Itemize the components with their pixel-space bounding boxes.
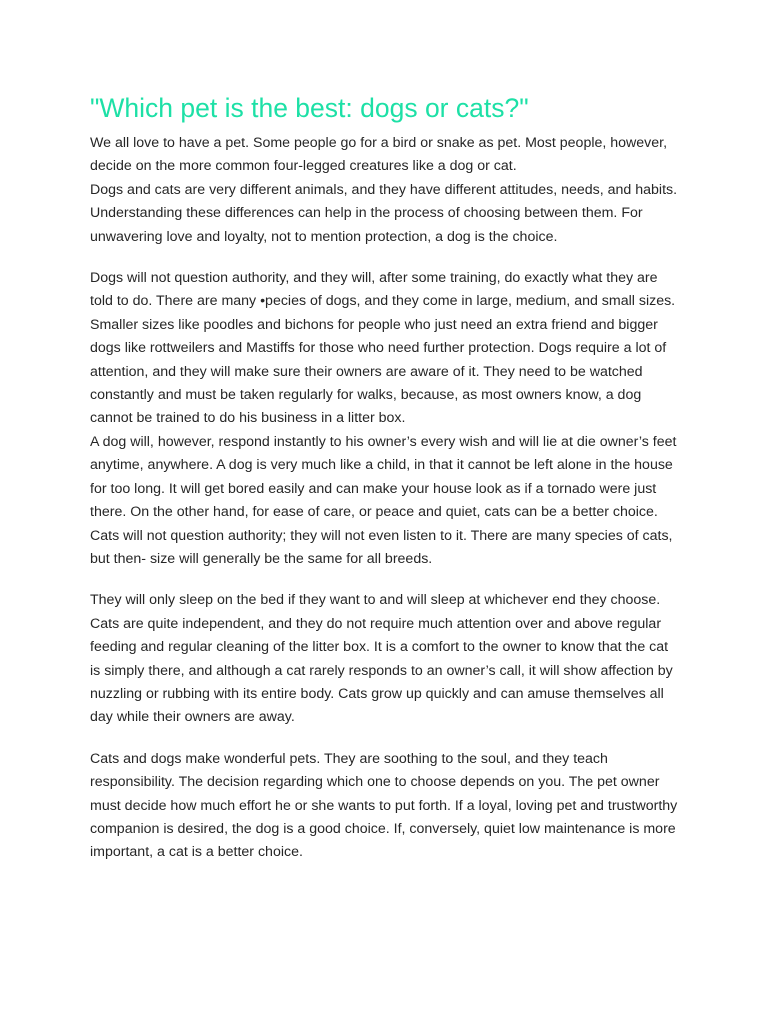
paragraph-intro: We all love to have a pet. Some people go for a bird or snake as pet. Most people, however, decide on the more common four-legged creatures like a dog or cat. (90, 135, 668, 175)
paragraph-differences: Dogs and cats are very different animals, and they have different attitudes, needs, and habits. Understanding these differences can help in the process of choosing between them. For unwavering love and loyalty, not to mention protection, a dog is the choice. (90, 181, 678, 245)
paragraph-gap (90, 571, 680, 589)
paragraph-conclusion: Cats and dogs make wonderful pets. They are soothing to the soul, and they teach responsibility. The decision regarding which one to choose depends on you. The pet owner must decide how much effort he or she wants to put forth. If a loyal, loving pet and trustworthy companion is desired, the dog is a good choice. If, conversely, quiet low maintenance is more important, a cat is a better choice. (90, 750, 678, 861)
paragraph-cats-independent: They will only sleep on the bed if they want to and will sleep at whichever end they choose. Cats are quite independent, and they do not require much attention over and above regular feeding and regular cleaning of the litter box. It is a comfort to the owner to know that the cat is simply there, and although a cat rarely responds to an owner’s call, it will show affection by nuzzling or rubbing with its entire body. Cats grow up quickly and can amuse themselves all day while their owners are away. (90, 592, 673, 726)
paragraph-dogs-authority: Dogs will not question authority, and they will, after some training, do exactly what they are told to do. There are many •pecies of dogs, and they come in large, medium, and small sizes. Smaller sizes like poodles and bichons for people who just need an extra friend and bigger dogs like rottweilers and Mastiffs for those who need further protection. Dogs require a lot of attention, and they will make sure their owners are aware of it. They need to be watched constantly and must be taken regularly for walks, because, as most owners know, a dog cannot be trained to do his business in a litter box. (90, 270, 676, 427)
paragraph-dog-owner: A dog will, however, respond instantly to his owner’s every wish and will lie at die owner’s feet anytime, anywhere. A dog is very much like a child, in that it cannot be left alone in the house for too long. It will get bored easily and can make your house look as if a tornado were just there. On the other hand, for ease of care, or peace and quiet, cats can be a better choice. Cats will not question authority; they will not even listen to it. There are many species of cats, but then- size will generally be the same for all breeds. (90, 433, 677, 567)
paragraph-gap (90, 249, 680, 267)
paragraph-gap (90, 730, 680, 748)
document-title: "Which pet is the best: dogs or cats?" (90, 93, 529, 123)
document-page (90, 92, 680, 865)
